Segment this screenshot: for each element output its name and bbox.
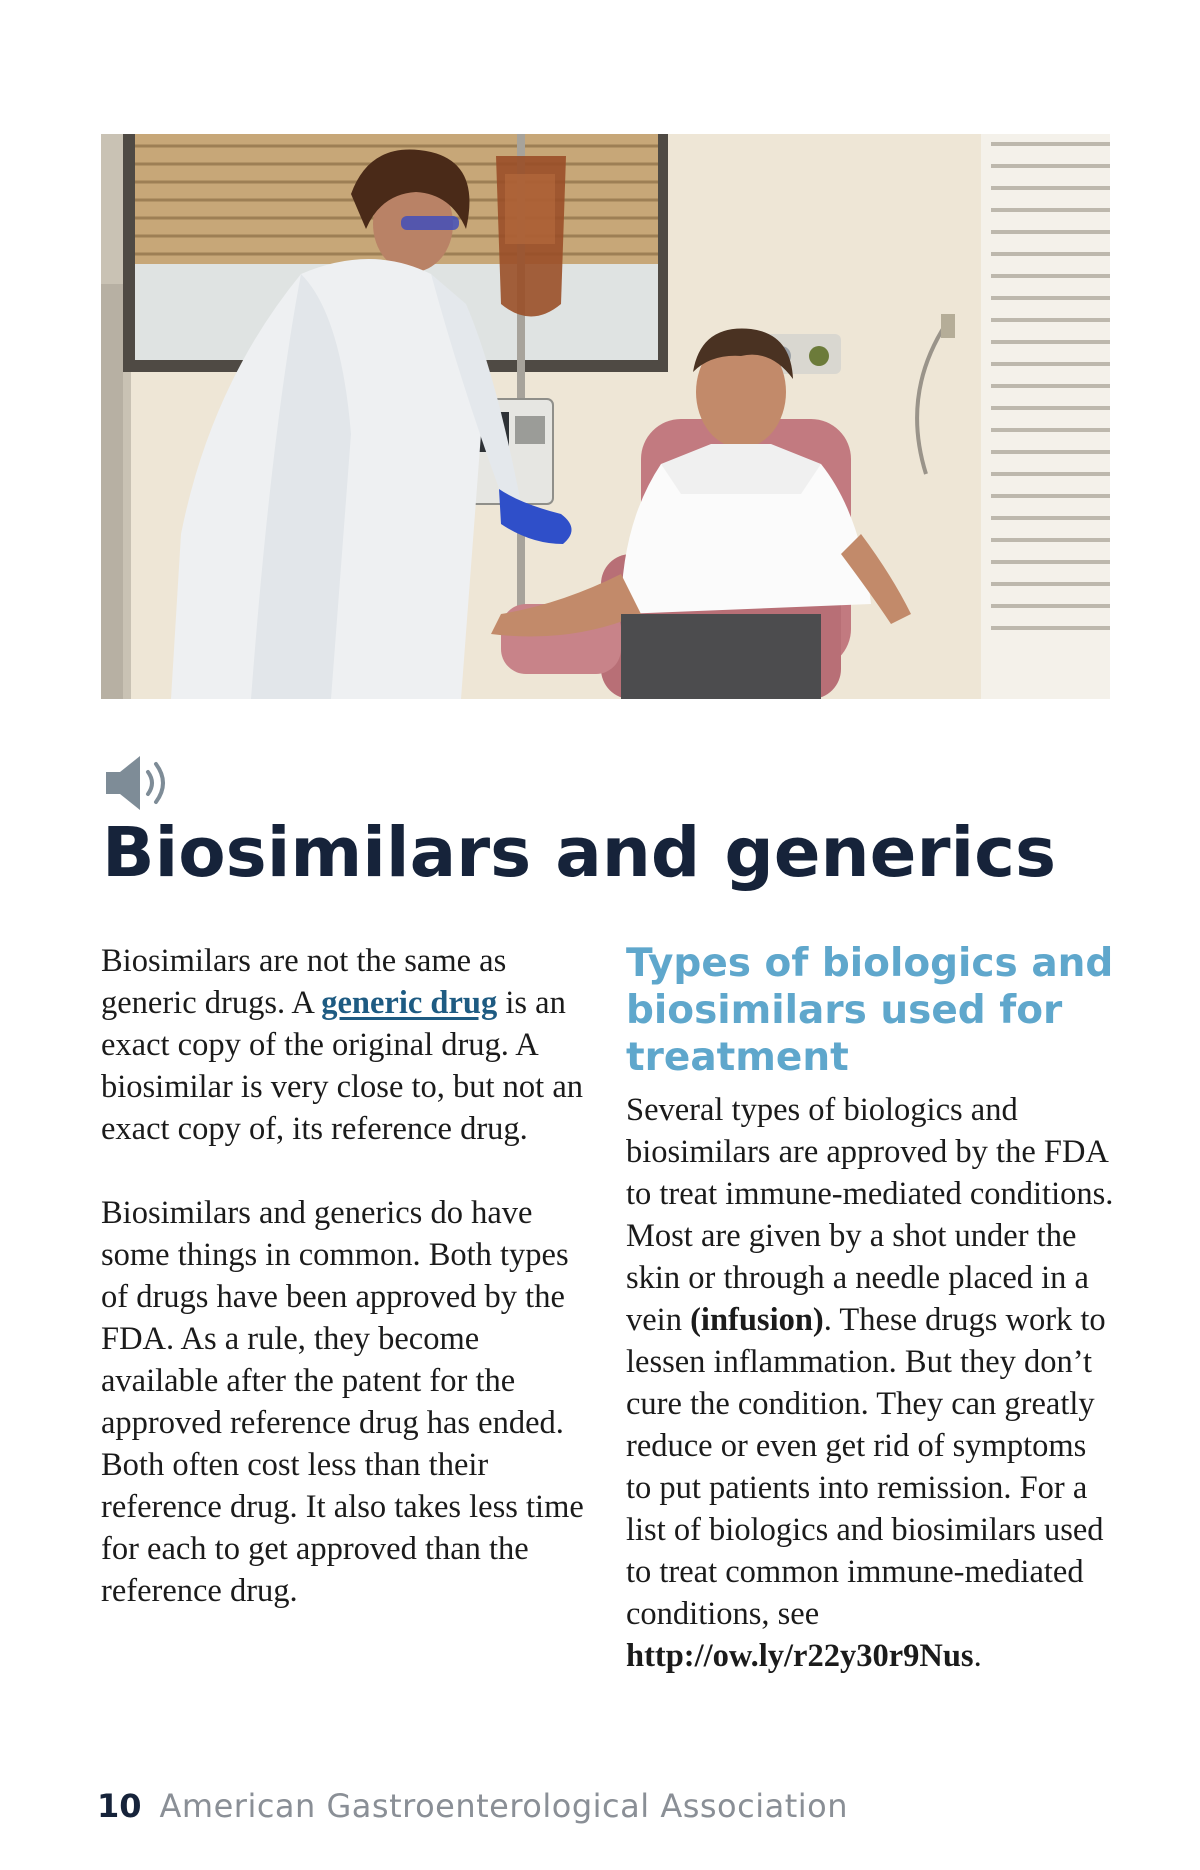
page-footer [97,1786,848,1826]
infusion-term: (infusion) [690,1302,824,1338]
paragraph-text: Biosimilars are not the same as generic drugs. A [101,943,507,1021]
paragraph-text: Several types of biologics and biosimilars are approved by the FDA to treat immune-mediated conditions. Most are given by a shot under the skin or through a needle placed in a vein [626,1092,1114,1338]
page-number: 10 [97,1787,142,1825]
right-column [626,940,1116,1677]
organization-name: American Gastroenterological Association [159,1787,849,1825]
paragraph-common-traits: Biosimilars and generics do have some things in common. Both types of drugs have been approved by the FDA. As a rule, they become available after the patent for the approved reference drug has ended. Both often cost less than their reference drug. It also takes less time for each to get approved than the reference drug. [101,1195,584,1609]
paragraph-generics-definition [101,940,601,1150]
page-title: Biosimilars and generics [102,813,1057,893]
infusion-photo [101,134,1110,699]
paragraph-text: . [973,1638,982,1674]
speaker-icon[interactable] [104,752,174,814]
left-column [101,940,601,1612]
section-heading: Types of biologics and biosimilars used for treatment [626,941,1114,1080]
generic-drug-link[interactable]: generic drug [321,985,498,1021]
biologics-list-link[interactable]: http://ow.ly/r22y30r9Nus [626,1638,974,1674]
paragraph-text: . These drugs work to lessen inflammation. But they don’t cure the condition. They can greatly reduce or even get rid of symptoms to put patients into remission. For a list of biologics and biosimilars used to treat common immune-mediated conditions, see [626,1302,1106,1632]
paragraph-treatment-types [626,1089,1116,1677]
paragraph-text: is an exact copy of the original drug. A biosimilar is very close to, but not an exact copy of, its reference drug. [101,985,584,1147]
